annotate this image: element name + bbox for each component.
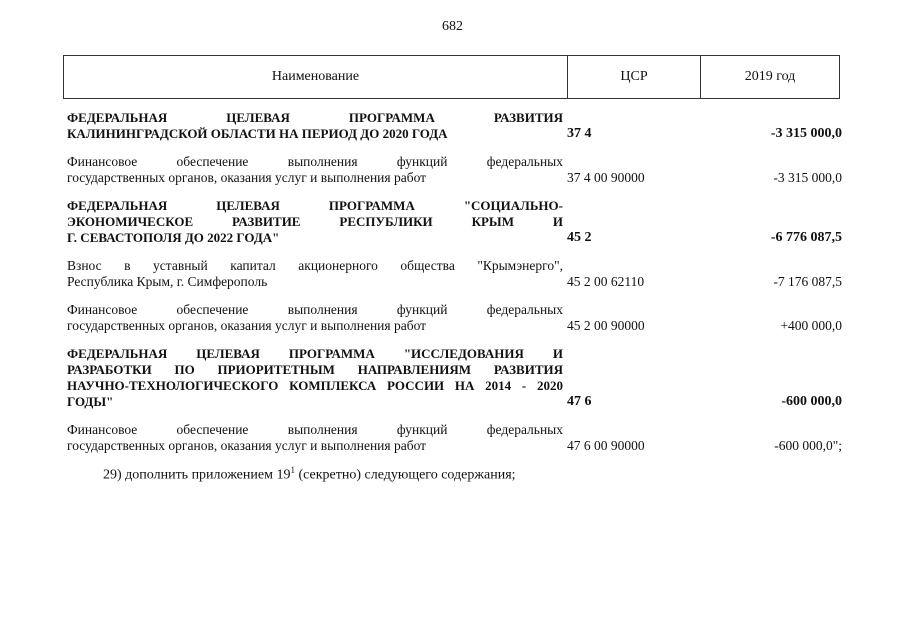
row-amount: -6 776 087,5: [770, 230, 842, 245]
row-name-line: Финансовое обеспечение выполнения функций федеральных: [67, 422, 563, 437]
row-name-line: ГОДЫ": [67, 394, 114, 409]
footer-text: 29) дополнить приложением 19: [103, 467, 291, 483]
table-row: [67, 422, 842, 454]
row-amount: -7 176 087,5: [773, 274, 842, 289]
table-body: [67, 110, 842, 466]
row-name-line: государственных органов, оказания услуг и выполнения работ: [67, 318, 427, 333]
footer-text-end: (секретно) следующего содержания;: [294, 467, 516, 483]
row-csr: 45 2 00 90000: [567, 318, 645, 333]
row-name-line: ЭКОНОМИЧЕСКОЕ РАЗВИТИЕ РЕСПУБЛИКИ КРЫМ И: [67, 214, 563, 229]
row-name: [67, 346, 563, 410]
row-name: [67, 154, 563, 186]
row-name: [67, 198, 563, 246]
row-name: [67, 302, 563, 334]
row-amount: -600 000,0: [781, 394, 842, 409]
row-csr: 45 2 00 62110: [567, 274, 645, 289]
header-csr: ЦСР: [568, 56, 701, 98]
row-name-line: Республика Крым, г. Симферополь: [67, 274, 268, 289]
table-row: [67, 346, 842, 410]
row-name-line: государственных органов, оказания услуг и выполнения работ: [67, 438, 427, 453]
table-row: [67, 110, 842, 142]
row-name-line: ФЕДЕРАЛЬНАЯ ЦЕЛЕВАЯ ПРОГРАММА "ИССЛЕДОВАНИЯ И: [67, 346, 563, 361]
row-name-line: НАУЧНО-ТЕХНОЛОГИЧЕСКОГО КОМПЛЕКСА РОССИИ НА 2014 - 2020: [67, 378, 563, 393]
row-name-line: Финансовое обеспечение выполнения функций федеральных: [67, 302, 563, 317]
row-name-line: Г. СЕВАСТОПОЛЯ ДО 2022 ГОДА": [67, 230, 280, 245]
row-name-line: КАЛИНИНГРАДСКОЙ ОБЛАСТИ НА ПЕРИОД ДО 2020 ГОДА: [67, 126, 448, 141]
footer-paragraph: [103, 465, 516, 484]
row-name-line: Финансовое обеспечение выполнения функций федеральных: [67, 154, 563, 169]
row-amount: -3 315 000,0: [770, 126, 842, 141]
row-csr: 45 2: [567, 230, 592, 245]
row-name-line: ФЕДЕРАЛЬНАЯ ЦЕЛЕВАЯ ПРОГРАММА РАЗВИТИЯ: [67, 110, 563, 125]
row-csr: 37 4 00 90000: [567, 170, 645, 185]
row-csr: 47 6: [567, 394, 592, 409]
row-name-line: РАЗРАБОТКИ ПО ПРИОРИТЕТНЫМ НАПРАВЛЕНИЯМ РАЗВИТИЯ: [67, 362, 563, 377]
row-name: [67, 422, 563, 454]
table-row: [67, 154, 842, 186]
page-number: 682: [442, 19, 463, 34]
footer-superscript: 1: [290, 465, 295, 475]
row-name-line: государственных органов, оказания услуг и выполнения работ: [67, 170, 427, 185]
header-year: 2019 год: [744, 69, 796, 84]
row-csr: 37 4: [567, 126, 592, 141]
row-amount: +400 000,0: [780, 318, 842, 333]
row-csr: 47 6 00 90000: [567, 438, 645, 453]
row-amount: -600 000,0";: [774, 438, 842, 453]
table-row: [67, 302, 842, 334]
row-name-line: Взнос в уставный капитал акционерного общества "Крымэнерго",: [67, 258, 563, 273]
row-name-line: ФЕДЕРАЛЬНАЯ ЦЕЛЕВАЯ ПРОГРАММА "СОЦИАЛЬНО-: [67, 198, 563, 213]
row-amount: -3 315 000,0: [773, 170, 842, 185]
table-row: [67, 258, 842, 290]
row-name: [67, 258, 563, 290]
row-name: [67, 110, 563, 142]
table-header: [63, 55, 840, 99]
table-row: [67, 198, 842, 246]
header-name: Наименование: [64, 56, 568, 98]
